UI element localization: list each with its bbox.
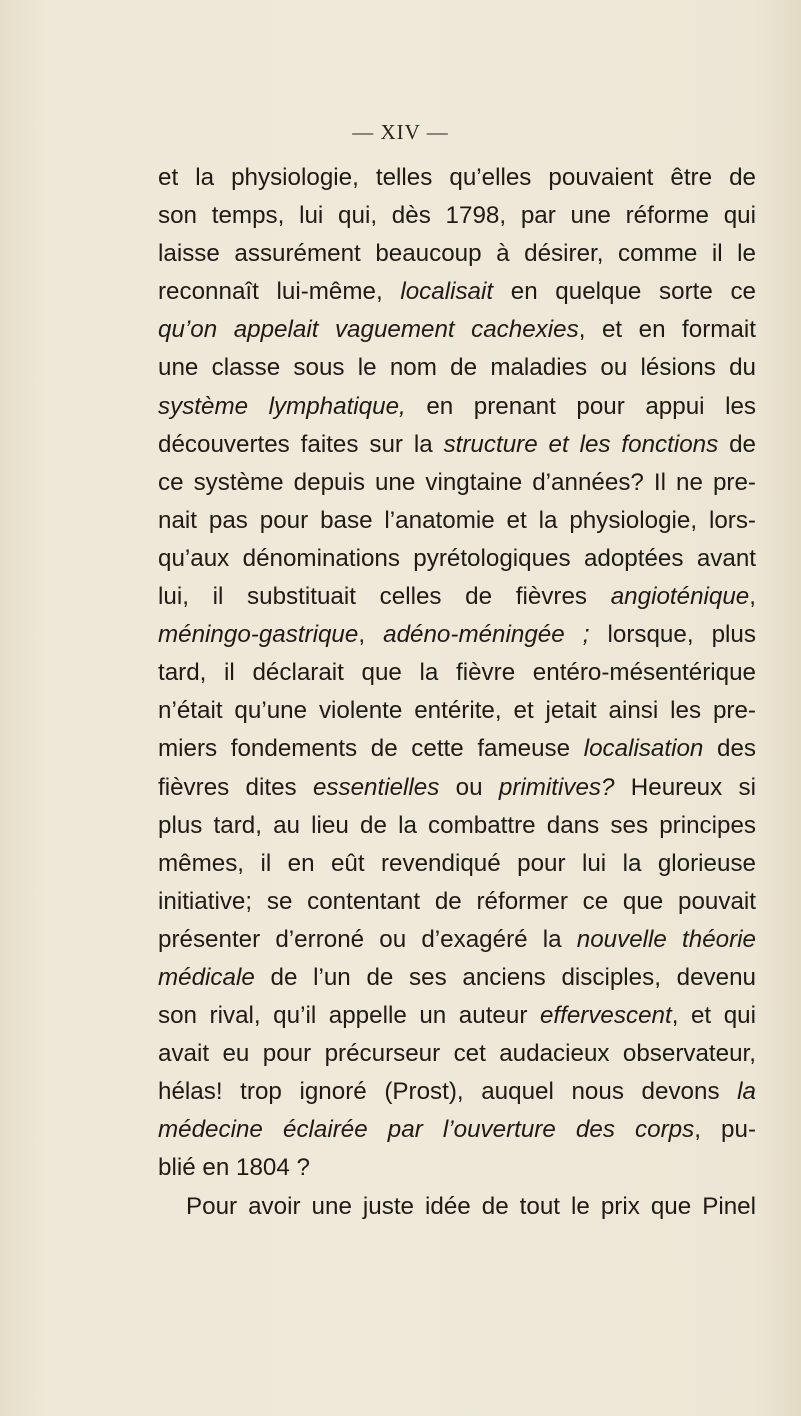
text-segment: en quelque sorte ce	[493, 278, 756, 306]
text-line	[158, 883, 756, 921]
text-segment: , pu-	[694, 1116, 756, 1144]
text-line	[158, 502, 756, 540]
text-line	[158, 464, 756, 502]
text-segment: une classe sous le nom de maladies ou lésions du	[158, 354, 756, 382]
text-line	[158, 273, 756, 311]
italic-text: primitives?	[498, 773, 615, 801]
text-line	[158, 1111, 756, 1149]
text-line	[158, 578, 756, 616]
text-segment: son temps, lui qui, dès 1798, par une réforme qui	[158, 202, 756, 230]
text-segment: , et qui	[671, 1002, 756, 1030]
italic-text: adéno-méningée ;	[383, 621, 590, 649]
italic-text: localisait	[400, 278, 494, 306]
body-text	[158, 159, 756, 1226]
text-line	[158, 159, 756, 197]
text-segment: , et en formait	[578, 316, 756, 344]
text-line	[158, 235, 756, 273]
text-line	[158, 921, 756, 959]
text-segment: tard, il déclarait que la fièvre entéro-mésentérique	[158, 659, 756, 687]
text-segment: et la physiologie, telles qu’elles pouvaient être de	[158, 164, 756, 191]
italic-text: méningo-gastrique	[158, 621, 359, 649]
text-segment: miers fondements de cette fameuse	[158, 735, 584, 763]
text-line	[158, 426, 756, 464]
text-segment: de	[718, 430, 756, 458]
text-segment: son rival, qu’il appelle un auteur	[158, 1002, 540, 1030]
italic-text: la	[737, 1078, 756, 1106]
italic-text: localisation	[583, 735, 704, 763]
text-line	[158, 1073, 756, 1111]
text-segment: ce système depuis une vingtaine d’années? Il ne pre-	[158, 468, 756, 496]
text-line	[158, 959, 756, 997]
italic-text: essentielles	[312, 773, 440, 801]
text-segment: lui, il substituait celles de fièvres	[158, 583, 611, 611]
text-segment: de l’un de ses anciens disciples, devenu	[254, 963, 756, 991]
text-segment: reconnaît lui-même,	[158, 278, 401, 306]
page-number: — XIV —	[352, 120, 449, 144]
text-line	[158, 388, 756, 426]
italic-text: qu’on appelait vaguement cachexies	[158, 316, 579, 344]
italic-text: nouvelle théorie	[576, 925, 756, 953]
text-segment: n’était qu’une violente entérite, et jetait ainsi les pre-	[158, 697, 756, 725]
italic-text: médicale	[158, 963, 255, 991]
text-segment: ,	[749, 583, 756, 611]
italic-text: médecine éclairée par l’ouverture des corps	[158, 1116, 695, 1144]
text-segment: laisse assurément beaucoup à désirer, comme il le	[158, 240, 756, 268]
text-line	[158, 349, 756, 387]
text-segment: Pour avoir une juste idée de tout le prix que Pinel	[186, 1192, 756, 1220]
text-segment: plus tard, au lieu de la combattre dans ses principes	[158, 811, 756, 839]
text-line	[158, 807, 756, 845]
text-segment: lorsque, plus	[589, 621, 756, 649]
text-line	[158, 692, 756, 730]
text-segment: blié en 1804 ?	[158, 1154, 310, 1182]
text-segment: ou	[439, 773, 499, 801]
italic-text: effervescent	[539, 1002, 672, 1030]
text-segment: découvertes faites sur la	[158, 430, 444, 458]
text-line	[158, 1149, 756, 1187]
text-line	[158, 1188, 756, 1226]
italic-text: structure et les fonctions	[443, 430, 719, 458]
text-segment: en prenant pour appui les	[405, 392, 756, 420]
text-segment: des	[703, 735, 756, 763]
text-segment: ,	[358, 621, 384, 649]
text-segment: initiative; se contentant de réformer ce que pouvait	[158, 887, 756, 915]
text-segment: mêmes, il en eût revendiqué pour lui la glorieuse	[158, 849, 756, 877]
text-segment: Heureux si	[614, 773, 756, 801]
italic-text: système lymphatique,	[158, 392, 406, 420]
text-line	[158, 1035, 756, 1073]
text-segment: nait pas pour base l’anatomie et la physiologie, lors-	[158, 506, 756, 534]
text-segment: présenter d’erroné ou d’exagéré la	[158, 925, 577, 953]
text-segment: hélas! trop ignoré (Prost), auquel nous devons	[158, 1078, 738, 1106]
text-line	[158, 730, 756, 768]
text-segment: qu’aux dénominations pyrétologiques adoptées avant	[158, 544, 756, 572]
text-line	[158, 540, 756, 578]
text-line	[158, 769, 756, 807]
text-line	[158, 845, 756, 883]
text-line	[158, 654, 756, 692]
text-line	[158, 997, 756, 1035]
text-line	[158, 197, 756, 235]
text-segment: fièvres dites	[158, 773, 313, 801]
text-segment: avait eu pour précurseur cet audacieux observateur,	[158, 1040, 756, 1068]
italic-text: angioténique	[610, 583, 750, 611]
text-line	[158, 311, 756, 349]
text-line	[158, 616, 756, 654]
